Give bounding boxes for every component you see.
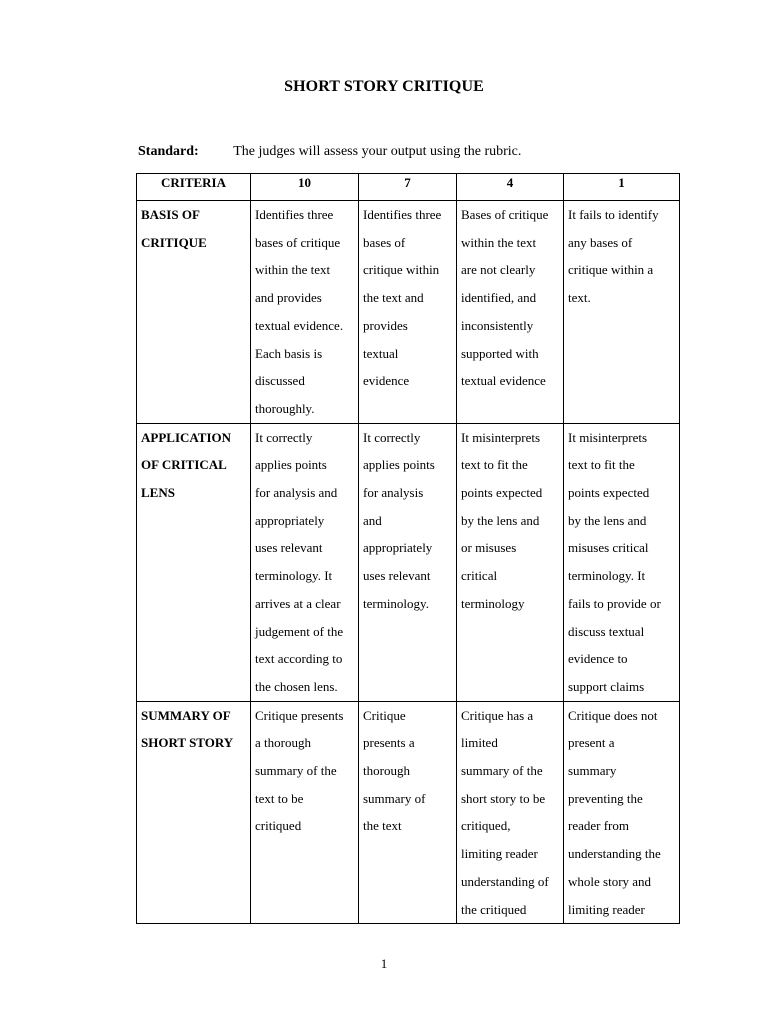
cell-line: preventing the: [568, 790, 643, 806]
cell-line: thorough: [363, 763, 410, 779]
score-7-cell: [359, 423, 457, 701]
cell-line: discuss textual: [568, 623, 645, 639]
header-criteria: CRITERIA: [137, 174, 251, 201]
score-4-cell: [457, 201, 564, 424]
criterion-line: APPLICATION: [141, 429, 232, 445]
cell-line: or misuses: [461, 540, 517, 556]
criterion-cell: [137, 201, 251, 424]
criterion-cell: [137, 701, 251, 924]
cell-line: limited: [461, 735, 498, 751]
cell-line: understanding of: [461, 873, 549, 889]
score-4-cell: [457, 423, 564, 701]
cell-line: limiting reader: [461, 846, 538, 862]
table-row: [137, 201, 680, 424]
score-4-cell: [457, 701, 564, 924]
cell-line: It fails to identify: [568, 207, 659, 222]
cell-line: text to fit the: [461, 457, 528, 473]
cell-line: Bases of critique: [461, 207, 549, 222]
standard-text: The judges will assess your output using the rubric.: [233, 144, 522, 159]
cell-line: critical: [461, 568, 498, 584]
cell-line: evidence: [363, 373, 410, 389]
cell-line: text according to: [255, 651, 343, 667]
cell-line: textual evidence.: [255, 317, 344, 333]
score-10-cell: [251, 201, 359, 424]
cell-line: Identifies three: [363, 207, 442, 222]
cell-line: uses relevant: [363, 568, 431, 584]
score-1-cell: [564, 201, 680, 424]
cell-line: points expected: [461, 485, 543, 501]
cell-line: the chosen lens.: [255, 678, 338, 694]
cell-line: for analysis: [363, 485, 424, 501]
standard-line: [138, 144, 521, 160]
header-score-4: 4: [457, 174, 564, 201]
criterion-line: LENS: [141, 485, 175, 501]
cell-line: It misinterprets: [568, 429, 648, 445]
cell-line: support claims: [568, 678, 645, 694]
cell-line: Critique has a: [461, 707, 534, 723]
score-10-cell: [251, 423, 359, 701]
cell-line: terminology. It: [568, 568, 646, 584]
cell-line: for analysis and: [255, 485, 338, 501]
table-row: [137, 701, 680, 924]
cell-line: text.: [568, 290, 591, 306]
cell-line: evidence to: [568, 651, 628, 667]
cell-line: understanding the: [568, 846, 661, 862]
cell-line: discussed: [255, 373, 305, 389]
page-title: SHORT STORY CRITIQUE: [284, 78, 484, 95]
cell-line: by the lens and: [461, 512, 540, 528]
score-1-cell: [564, 423, 680, 701]
cell-line: by the lens and: [568, 512, 647, 528]
cell-line: It correctly: [363, 429, 421, 445]
cell-line: text to be: [255, 790, 304, 806]
cell-line: and: [363, 512, 382, 528]
rubric-table: [136, 173, 680, 924]
cell-line: critiqued,: [461, 818, 511, 834]
cell-line: Critique presents: [255, 707, 344, 723]
cell-line: critique within a: [568, 262, 654, 278]
cell-line: inconsistently: [461, 317, 534, 333]
criterion-line: OF CRITICAL: [141, 457, 227, 473]
cell-line: Critique: [363, 707, 406, 723]
cell-line: any bases of: [568, 234, 633, 250]
cell-line: within the text: [255, 262, 331, 278]
cell-line: present a: [568, 735, 615, 751]
cell-line: thoroughly.: [255, 400, 315, 416]
cell-line: points expected: [568, 485, 650, 501]
cell-line: supported with: [461, 345, 539, 361]
cell-line: summary of: [363, 790, 426, 806]
cell-line: whole story and: [568, 873, 652, 889]
cell-line: critique within: [363, 262, 440, 278]
standard-label: Standard:: [138, 144, 199, 159]
score-7-cell: [359, 701, 457, 924]
cell-line: uses relevant: [255, 540, 323, 556]
header-score-10: 10: [251, 174, 359, 201]
cell-line: reader from: [568, 818, 629, 834]
criterion-cell: [137, 423, 251, 701]
cell-line: text to fit the: [568, 457, 635, 473]
table-row: [137, 423, 680, 701]
cell-line: appropriately: [363, 540, 433, 556]
cell-line: within the text: [461, 234, 537, 250]
cell-line: summary: [568, 763, 617, 779]
cell-line: bases of critique: [255, 234, 341, 250]
criterion-line: SHORT STORY: [141, 735, 234, 751]
cell-line: Each basis is: [255, 345, 323, 361]
cell-line: provides: [363, 317, 408, 333]
criterion-line: BASIS OF: [141, 207, 200, 222]
score-1-cell: [564, 701, 680, 924]
header-score-7: 7: [359, 174, 457, 201]
cell-line: fails to provide or: [568, 595, 661, 611]
cell-line: limiting reader: [568, 901, 645, 917]
cell-line: terminology: [461, 595, 525, 611]
cell-line: and provides: [255, 290, 322, 306]
header-row: [137, 174, 680, 201]
cell-line: bases of: [363, 234, 406, 250]
cell-line: short story to be: [461, 790, 546, 806]
cell-line: Identifies three: [255, 207, 334, 222]
cell-line: the text and: [363, 290, 424, 306]
cell-line: a thorough: [255, 735, 311, 751]
cell-line: identified, and: [461, 290, 537, 306]
cell-line: misuses critical: [568, 540, 649, 556]
cell-line: are not clearly: [461, 262, 536, 278]
cell-line: terminology.: [363, 595, 429, 611]
criterion-line: CRITIQUE: [141, 234, 207, 250]
cell-line: applies points: [255, 457, 327, 473]
cell-line: the text: [363, 818, 402, 834]
cell-line: arrives at a clear: [255, 595, 341, 611]
score-10-cell: [251, 701, 359, 924]
cell-line: applies points: [363, 457, 435, 473]
cell-line: presents a: [363, 735, 415, 751]
cell-line: summary of the: [461, 763, 543, 779]
criterion-line: SUMMARY OF: [141, 707, 231, 723]
score-7-cell: [359, 201, 457, 424]
cell-line: terminology. It: [255, 568, 333, 584]
cell-line: textual: [363, 345, 399, 361]
cell-line: It correctly: [255, 429, 313, 445]
cell-line: appropriately: [255, 512, 325, 528]
cell-line: It misinterprets: [461, 429, 541, 445]
cell-line: summary of the: [255, 763, 337, 779]
cell-line: textual evidence: [461, 373, 546, 389]
cell-line: judgement of the: [255, 623, 344, 639]
page-number: 1: [380, 956, 388, 971]
cell-line: the critiqued: [461, 901, 527, 917]
cell-line: critiqued: [255, 818, 302, 834]
cell-line: Critique does not: [568, 707, 658, 723]
header-score-1: 1: [564, 174, 680, 201]
